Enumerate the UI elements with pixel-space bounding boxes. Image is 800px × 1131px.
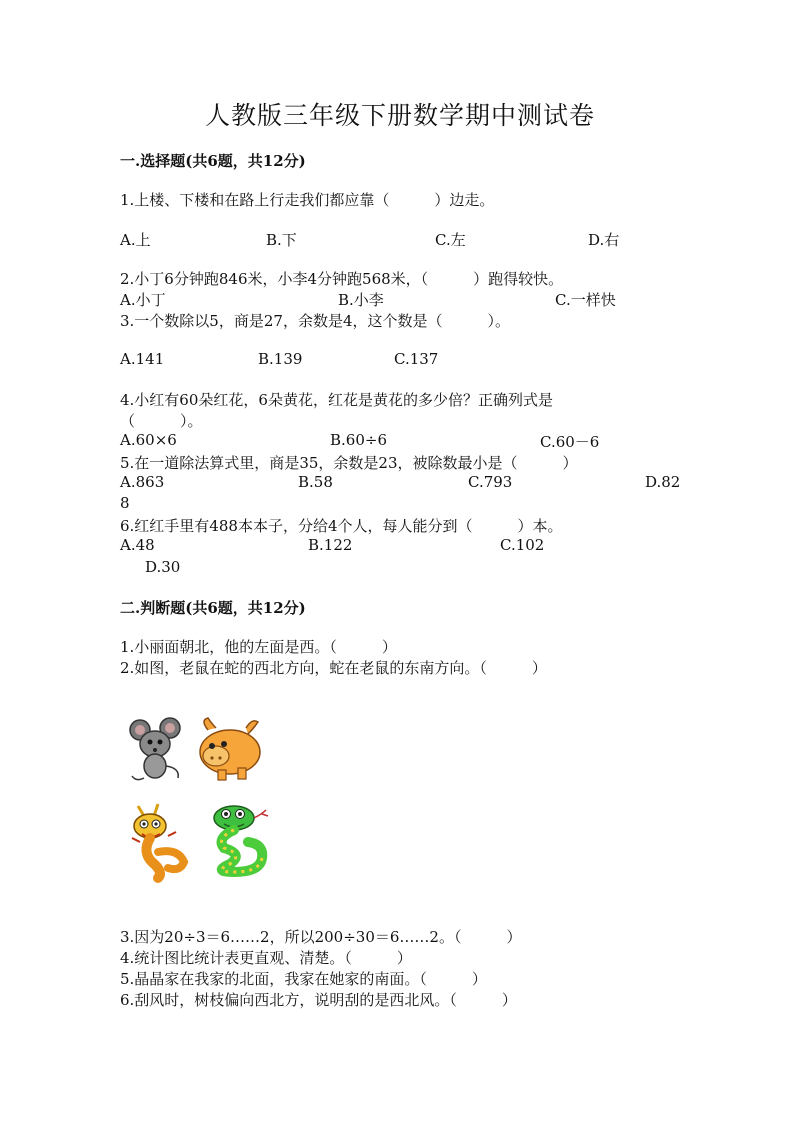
choice-q6-option-b: B.122 bbox=[308, 536, 353, 554]
choice-q6-option-c: C.102 bbox=[500, 536, 545, 554]
choice-q2-option-b: B.小李 bbox=[338, 291, 384, 309]
section-heading-choice: 一.选择题(共6题，共12分) bbox=[120, 152, 306, 170]
choice-q1-option-c: C.左 bbox=[435, 231, 466, 249]
choice-q3-text: 3.一个数除以5，商是27，余数是4，这个数是（ ）。 bbox=[120, 312, 510, 330]
choice-q2-option-a: A.小丁 bbox=[120, 291, 166, 309]
choice-q3-option-c: C.137 bbox=[394, 350, 439, 368]
choice-q1-option-a: A.上 bbox=[120, 231, 151, 249]
dragon-icon bbox=[128, 802, 192, 880]
judge-q2-text: 2.如图，老鼠在蛇的西北方向，蛇在老鼠的东南方向。（ ） bbox=[120, 659, 547, 677]
judge-q6-text: 6.刮风时，树枝偏向西北方，说明刮的是西北风。（ ） bbox=[120, 991, 517, 1009]
judge-q5-text: 5.晶晶家在我家的北面，我家在她家的南面。（ ） bbox=[120, 970, 487, 988]
choice-q4-option-a: A.60×6 bbox=[120, 431, 177, 449]
choice-q5-option-a: A.863 bbox=[120, 473, 165, 491]
choice-q5-option-d-line2: 8 bbox=[120, 494, 130, 512]
choice-q5-text: 5.在一道除法算式里，商是35，余数是23，被除数最小是（ ） bbox=[120, 454, 578, 472]
choice-q6-text: 6.红红手里有488本本子，分给4个人，每人能分到（ ）本。 bbox=[120, 517, 563, 535]
judge-q3-text: 3.因为20÷3＝6……2，所以200÷30＝6……2。（ ） bbox=[120, 928, 522, 946]
page-title: 人教版三年级下册数学期中测试卷 bbox=[204, 101, 595, 130]
mouse-icon bbox=[128, 716, 188, 786]
section-heading-judge: 二.判断题(共6题，共12分) bbox=[120, 599, 306, 617]
choice-q6-option-a: A.48 bbox=[120, 536, 155, 554]
choice-q5-option-b: B.58 bbox=[298, 473, 333, 491]
choice-q4-option-c: C.60－6 bbox=[540, 433, 600, 451]
choice-q2-option-c: C.一样快 bbox=[555, 291, 616, 309]
choice-q4-option-b: B.60÷6 bbox=[330, 431, 387, 449]
judge-q4-text: 4.统计图比统计表更直观、清楚。（ ） bbox=[120, 949, 412, 967]
choice-q2-text: 2.小丁6分钟跑846米，小李4分钟跑568米，（ ）跑得较快。 bbox=[120, 270, 564, 288]
choice-q3-option-a: A.141 bbox=[120, 350, 165, 368]
judge-q1-text: 1.小丽面朝北，他的左面是西。（ ） bbox=[120, 638, 397, 656]
choice-q6-option-d: D.30 bbox=[145, 558, 181, 576]
choice-q1-option-d: D.右 bbox=[588, 231, 620, 249]
choice-q1-option-b: B.下 bbox=[266, 231, 297, 249]
choice-q4-text-line2: （ ）。 bbox=[120, 412, 203, 430]
choice-q3-option-b: B.139 bbox=[258, 350, 303, 368]
choice-q5-option-d-line1: D.82 bbox=[645, 473, 681, 491]
choice-q1-text: 1.上楼、下楼和在路上行走我们都应靠（ ）边走。 bbox=[120, 191, 495, 209]
snake-icon bbox=[204, 804, 274, 876]
choice-q5-option-c: C.793 bbox=[468, 473, 513, 491]
ox-icon bbox=[194, 716, 264, 782]
animal-figure bbox=[120, 700, 280, 890]
choice-q4-text-line1: 4.小红有60朵红花，6朵黄花，红花是黄花的多少倍？正确列式是 bbox=[120, 391, 553, 409]
